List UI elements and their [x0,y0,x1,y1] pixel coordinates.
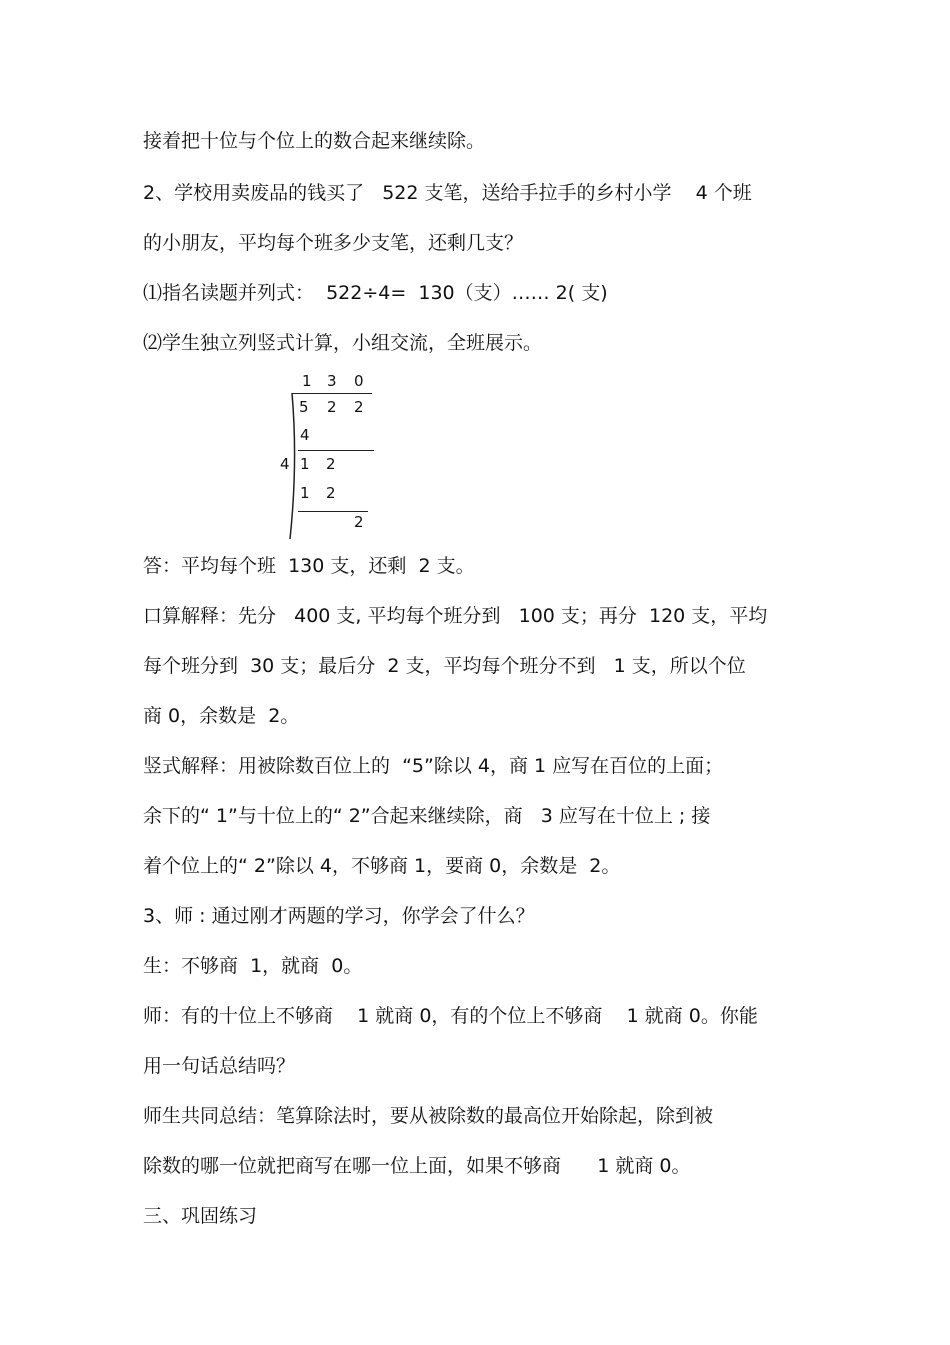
text-line: 商 0，余数是 2。 [143,705,300,727]
text-line: 的小朋友，平均每个班多少支笔，还剩几支？ [143,232,524,254]
text-line: ⑵学生独立列竖式计算，小组交流，全班展示。 [143,332,543,354]
text-line: 除数的哪一位就把商写在哪一位上面，如果不够商 1 就商 0。 [143,1155,691,1177]
text-line: 着个位上的“ 2”除以 4，不够商 1，要商 0，余数是 2。 [143,855,621,877]
subtraction-line [298,450,374,451]
division-bar [292,393,372,394]
dividend-digit: 2 [354,398,364,416]
text-line: 用一句话总结吗？ [143,1055,296,1077]
equation-line: ⑴指名读题并列式： 522÷4= 130（支）…… 2( 支) [143,282,608,304]
long-division [278,368,388,540]
text-line: 每个班分到 30 支；最后分 2 支，平均每个班分不到 1 支，所以个位 [143,655,746,677]
step-digit: 2 [326,484,336,502]
quotient-digit: 0 [354,372,364,390]
step-digit: 2 [326,455,336,473]
section-heading: 三、巩固练习 [143,1205,258,1227]
text-line: 口算解释：先分 400 支, 平均每个班分到 100 支；再分 120 支，平均 [143,605,768,627]
step-digit: 1 [300,455,310,473]
answer-line: 答：平均每个班 130 支，还剩 2 支。 [143,555,475,577]
divisor: 4 [280,455,290,473]
dividend-digit: 2 [327,398,337,416]
problem-2-line: 2、学校用卖废品的钱买了 522 支笔，送给手拉手的乡村小学 4 个班 [143,182,752,204]
text-line: 接着把十位与个位上的数合起来继续除。 [143,130,486,152]
text-line: 师：有的十位上不够商 1 就商 0，有的个位上不够商 1 就商 0。你能 [143,1005,758,1027]
remainder-digit: 2 [354,513,364,531]
quotient-digit: 1 [302,372,312,390]
text-line: 生：不够商 1，就商 0。 [143,955,363,977]
dividend-digit: 5 [299,398,309,416]
text-line: 余下的“ 1”与十位上的“ 2”合起来继续除，商 3 应写在十位上 ; 接 [143,805,711,827]
step-digit: 4 [300,426,310,444]
subtraction-line [298,511,368,512]
problem-3-line: 3、师 : 通过刚才两题的学习，你学会了什么？ [143,905,535,927]
text-line: 师生共同总结：笔算除法时，要从被除数的最高位开始除起，除到被 [143,1105,714,1127]
text-line: 竖式解释：用被除数百位上的 “5”除以 4，商 1 应写在百位的上面； [143,755,724,777]
quotient-digit: 3 [327,372,337,390]
step-digit: 1 [300,484,310,502]
